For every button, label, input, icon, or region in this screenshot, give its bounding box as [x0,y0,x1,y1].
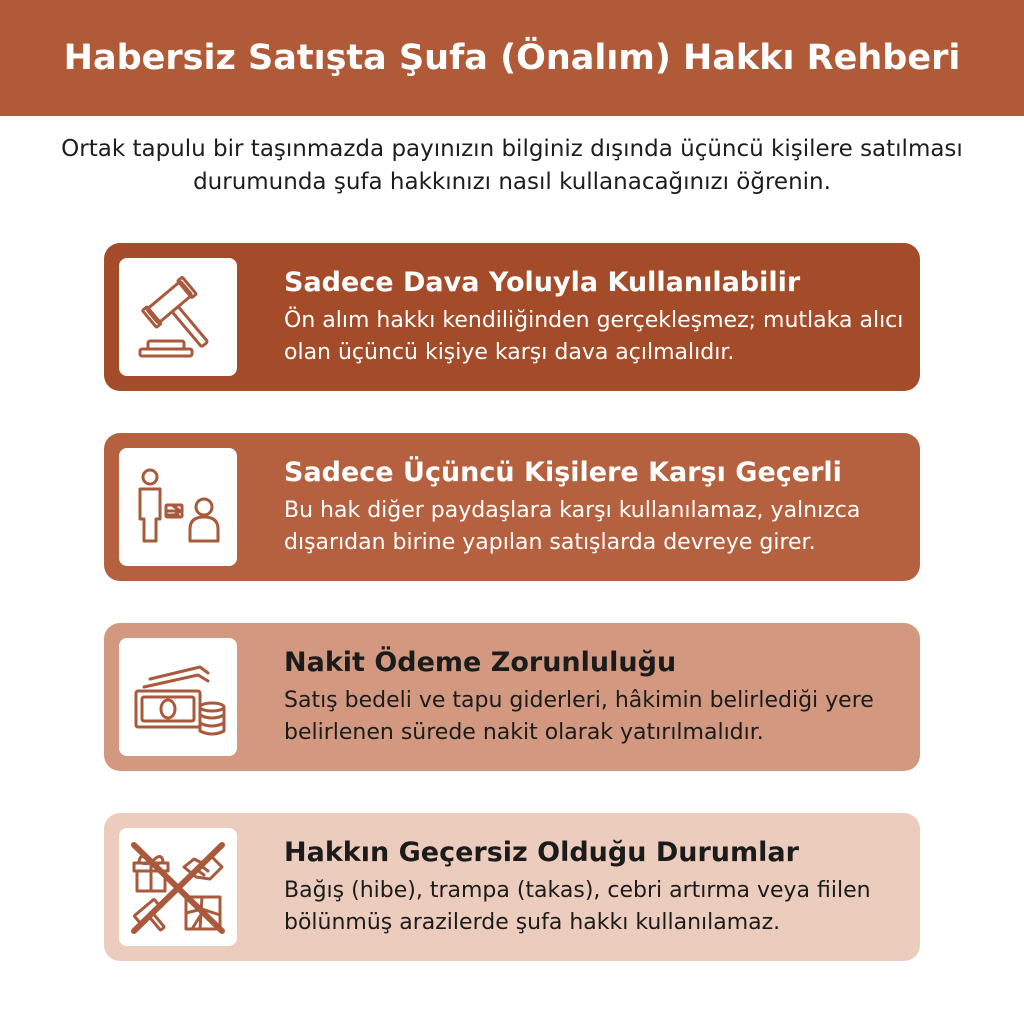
card-title: Sadece Üçüncü Kişilere Karşı Geçerli [284,457,842,488]
intro-text: Ortak tapulu bir taşınmazda payınızın bilginiz dışında üçüncü kişilere satılması durumunda şufa hakkınızı nasıl kullanacağınızı öğrenin. [61,136,963,195]
cash-coins-icon [128,649,228,745]
card-description: Satış bedeli ve tapu giderleri, hâkimin belirlediği yere belirlenen sürede nakit olarak yatırılmalıdır. [284,688,874,745]
icon-container [119,638,237,756]
card-description: Bu hak diğer paydaşlara karşı kullanılamaz, yalnızca dışarıdan birine yapılan satışlarda devreye girer. [284,498,861,555]
card-title: Hakkın Geçersiz Olduğu Durumlar [284,837,799,868]
crossed-out-exceptions-icon [126,835,230,939]
icon-container [119,258,237,376]
icon-container [119,828,237,946]
card-title: Nakit Ödeme Zorunluluğu [284,647,677,678]
card-title: Sadece Dava Yoluyla Kullanılabilir [284,267,801,298]
info-card-lawsuit [104,243,920,391]
card-description: Ön alım hakkı kendiliğinden gerçekleşmez; mutlaka alıcı olan üçüncü kişiye karşı dava açılmalıdır. [284,308,904,365]
info-card-invalid-cases [104,813,920,961]
info-card-cash-payment [104,623,920,771]
card-description: Bağış (hibe), trampa (takas), cebri artırma veya fiilen bölünmüş arazilerde şufa hakkı kullanılamaz. [284,878,871,935]
info-card-third-parties [104,433,920,581]
header-banner [0,0,1024,116]
icon-container [119,448,237,566]
page-title: Habersiz Satışta Şufa (Önalım) Hakkı Rehberi [63,38,961,78]
person-transfer-icon [128,459,228,555]
gavel-icon [130,269,226,365]
